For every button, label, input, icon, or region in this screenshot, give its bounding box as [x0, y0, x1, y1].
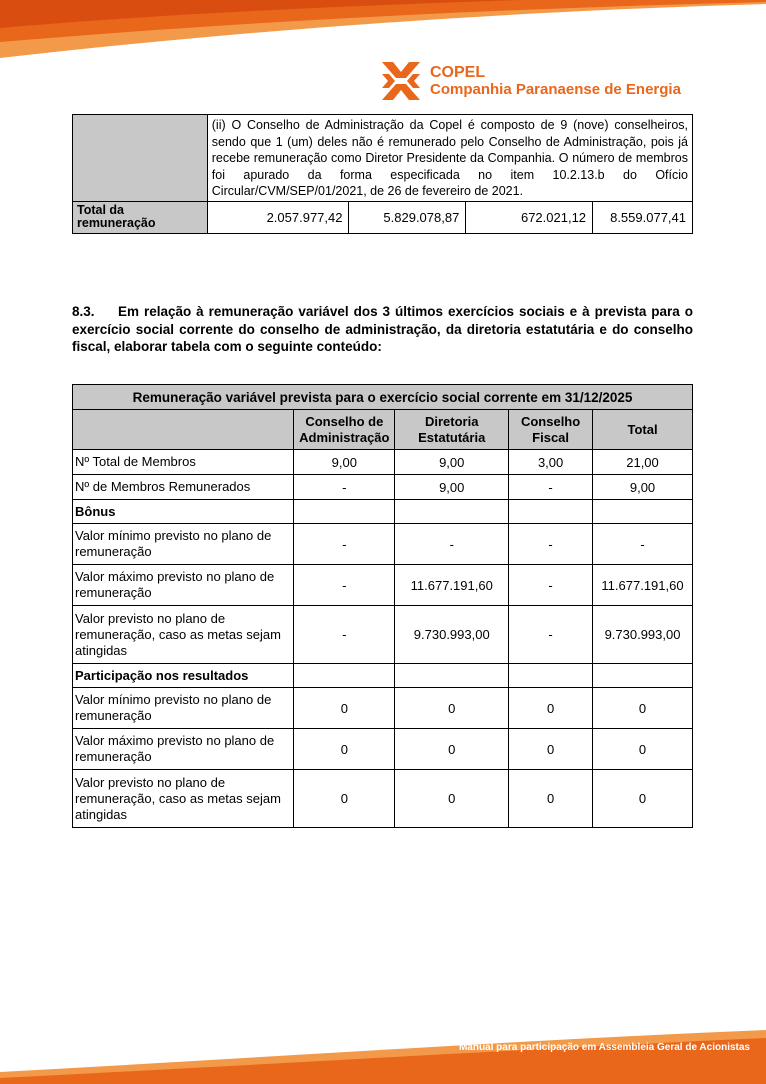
company-name: Companhia Paranaense de Energia	[430, 81, 681, 98]
cell-value	[294, 500, 395, 524]
cell-value	[509, 500, 593, 524]
cell-value: -	[509, 606, 593, 664]
total-value-board: 5.829.078,87	[349, 201, 466, 233]
cell-value: 0	[294, 688, 395, 729]
remuneration-total-table	[72, 114, 693, 234]
cell-value: -	[395, 524, 509, 565]
row-label: Valor mínimo previsto no plano de remuneração	[73, 688, 294, 729]
row-label: Nº de Membros Remunerados	[73, 475, 294, 500]
row-label: Valor mínimo previsto no plano de remuneração	[73, 524, 294, 565]
column-header-board: Diretoria Estatutária	[395, 410, 509, 450]
cell-value: -	[593, 524, 693, 565]
cell-value: 11.677.191,60	[395, 565, 509, 606]
table-title: Remuneração variável prevista para o exercício social corrente em 31/12/2025	[73, 385, 693, 410]
table-row	[73, 770, 693, 828]
note-cell	[207, 115, 692, 202]
footer-text: Manual para participação em Assembleia Geral de Acionistas	[458, 1042, 750, 1053]
table-row	[73, 500, 693, 524]
cell-value: -	[294, 475, 395, 500]
cell-value: 9,00	[593, 475, 693, 500]
cell-value: 21,00	[593, 450, 693, 475]
table-row	[73, 688, 693, 729]
cell-value: 3,00	[509, 450, 593, 475]
section-text: Em relação à remuneração variável dos 3 últimos exercícios sociais e à prevista para o exercício social corrente do conselho de administração, da diretoria estatutária e do conselho fiscal, elaborar tabela com o seguinte conteúdo:	[72, 304, 693, 354]
cell-value: 9,00	[294, 450, 395, 475]
variable-remuneration-table	[72, 384, 693, 828]
cell-value	[395, 500, 509, 524]
note-text: (ii) O Conselho de Administração da Copel é composto de 9 (nove) conselheiros, sendo que 1 (um) deles não é remunerado pelo Conselho de Administração, pois já recebe remuneração como Diretor Presidente da Companhia. O número de membros foi apurado da forma especificada no item 10.2.13.b do Ofício Circular/CVM/SEP/01/2021, de 26 de fevereiro de 2021.	[211, 118, 688, 198]
row-label-profit-sharing: Participação nos resultados	[73, 664, 294, 688]
cell-value	[593, 500, 693, 524]
table-row	[73, 565, 693, 606]
cell-value: -	[509, 565, 593, 606]
column-header-empty	[73, 410, 294, 450]
column-header-total: Total	[593, 410, 693, 450]
cell-value: 11.677.191,60	[593, 565, 693, 606]
cell-value: 0	[395, 729, 509, 770]
cell-value: -	[509, 524, 593, 565]
cell-value	[294, 664, 395, 688]
row-label-bonus: Bônus	[73, 500, 294, 524]
cell-value	[593, 664, 693, 688]
brand-name: COPEL	[430, 64, 486, 81]
cell-value	[395, 664, 509, 688]
note-label-cell	[73, 115, 208, 202]
section-8-3	[72, 303, 693, 356]
cell-value: 9.730.993,00	[395, 606, 509, 664]
cell-value: 9.730.993,00	[593, 606, 693, 664]
total-value-sum: 8.559.077,41	[593, 201, 693, 233]
row-label: Valor máximo previsto no plano de remuneração	[73, 729, 294, 770]
table-row	[73, 450, 693, 475]
cell-value: 0	[294, 729, 395, 770]
cell-value: 0	[593, 729, 693, 770]
cell-value: 0	[593, 688, 693, 729]
total-value-fiscal: 672.021,12	[466, 201, 593, 233]
cell-value: -	[509, 475, 593, 500]
cell-value: 0	[294, 770, 395, 828]
row-label: Valor máximo previsto no plano de remuneração	[73, 565, 294, 606]
row-label: Valor previsto no plano de remuneração, caso as metas sejam atingidas	[73, 770, 294, 828]
cell-value: -	[294, 524, 395, 565]
table-row	[73, 606, 693, 664]
total-value-council: 2.057.977,42	[207, 201, 349, 233]
copel-logo	[380, 60, 681, 102]
table-row	[73, 664, 693, 688]
cell-value	[509, 664, 593, 688]
total-label: Total da remuneração	[73, 201, 208, 233]
cell-value: 0	[509, 688, 593, 729]
cell-value: 9,00	[395, 450, 509, 475]
cell-value: -	[294, 565, 395, 606]
table-row	[73, 524, 693, 565]
column-header-council: Conselho de Administração	[294, 410, 395, 450]
cell-value: -	[294, 606, 395, 664]
cell-value: 0	[395, 770, 509, 828]
cell-value: 0	[593, 770, 693, 828]
table-row	[73, 729, 693, 770]
section-number: 8.3.	[72, 304, 95, 319]
column-header-fiscal: Conselho Fiscal	[509, 410, 593, 450]
cell-value: 9,00	[395, 475, 509, 500]
table-row	[73, 475, 693, 500]
cell-value: 0	[395, 688, 509, 729]
row-label: Nº Total de Membros	[73, 450, 294, 475]
cell-value: 0	[509, 729, 593, 770]
cell-value: 0	[509, 770, 593, 828]
copel-logo-icon	[380, 60, 422, 102]
row-label: Valor previsto no plano de remuneração, caso as metas sejam atingidas	[73, 606, 294, 664]
